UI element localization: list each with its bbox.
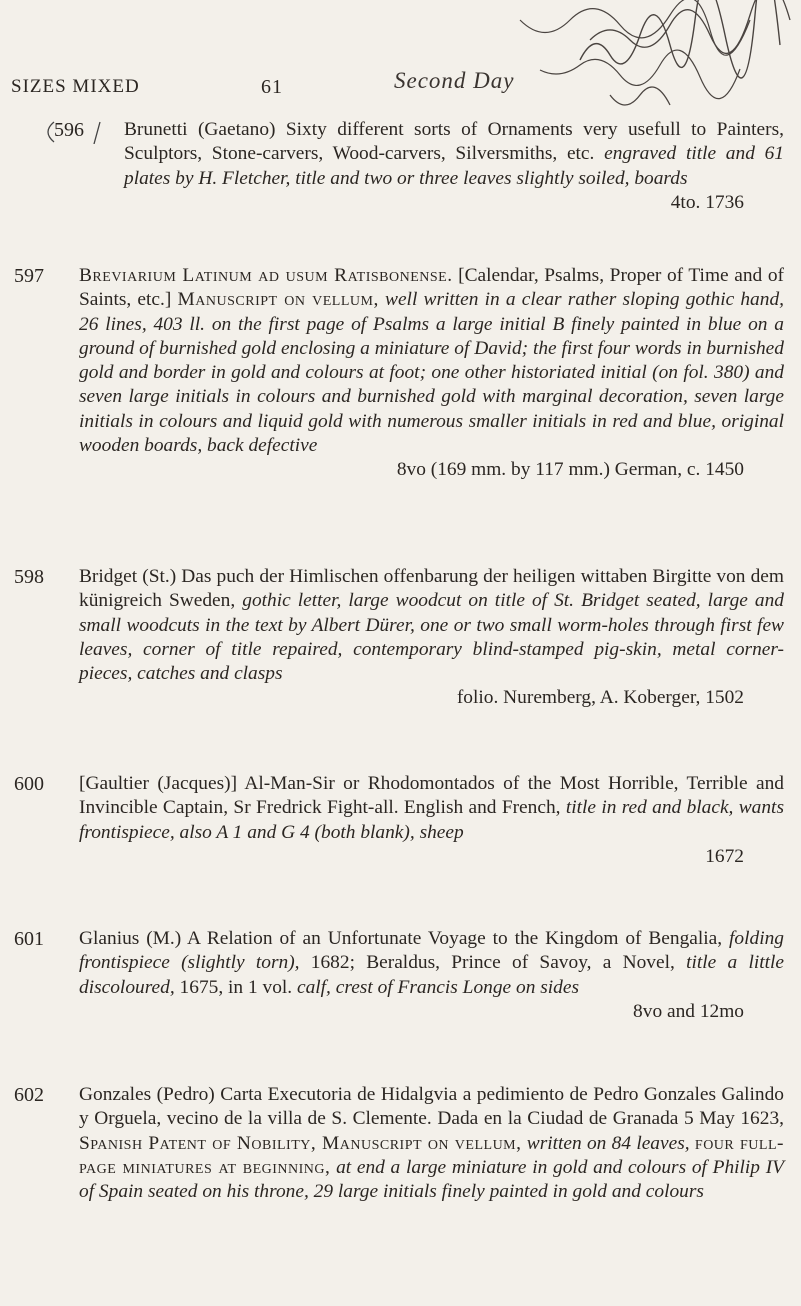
lot-description — [79, 1083, 784, 1204]
lot-material: Spanish Patent of Nobility, Manuscript on vellum, — [79, 1132, 522, 1154]
lot-text: [Calendar, Psalms, Proper of Time and of Saints, etc.] — [79, 265, 784, 311]
lot-text: Das puch der Himlischen offenbarung der heiligen wittaben Birgitte von dem künigreich Sweden, — [79, 566, 784, 612]
lot-text-3: 1675, in 1 vol. — [179, 976, 293, 998]
lot-details: written on 84 leaves, — [526, 1132, 690, 1154]
lot-description — [79, 927, 784, 1024]
lot-text: A Relation of an Unfortunate Voyage to the Kingdom of Bengalia, — [187, 928, 723, 949]
lot-number: 602 — [14, 1084, 44, 1106]
lot-material-2: four full-page miniatures at beginning, — [79, 1132, 784, 1178]
lot-number: 600 — [14, 773, 44, 795]
lot-text-2: 1682; Beraldus, Prince of Savoy, a Novel, — [310, 952, 675, 974]
lot-author: Gonzales (Pedro) — [79, 1084, 215, 1105]
lot-details: engraved title and 61 plates by H. Fletcher, title and two or three leaves slightly soiled, boards — [124, 143, 784, 189]
lot-598 — [14, 565, 784, 711]
lot-size-date: 8vo and 12mo — [633, 1000, 744, 1022]
lot-details: title in red and black, wants frontispiece, also A 1 and G 4 (both blank), sheep — [79, 797, 784, 843]
lot-description — [79, 565, 784, 711]
lot-596 — [14, 118, 784, 215]
lot-description — [124, 118, 784, 215]
lot-author: Bridget (St.) — [79, 566, 177, 587]
running-head: SIZES MIXED — [11, 76, 140, 97]
lot-author: Glanius (M.) — [79, 928, 182, 949]
lot-text: Al-Man-Sir or Rhodomontados of the Most Horrible, Terrible and Invincible Captain, Sr Fredrick Fight-all. English and French, — [79, 773, 784, 819]
lot-author: [Gaultier (Jacques)] — [79, 773, 238, 794]
lot-details-2: title a little discoloured, — [79, 952, 785, 998]
lot-size-date: 4to. 1736 — [670, 191, 744, 213]
lot-details: well written in a clear rather sloping gothic hand, 26 lines, 403 ll. on the first page of Psalms a large initial B finely painted in blue on a ground of burnished gold enclosing a miniature of David; the first four words in burnished gold and border in gold and colours at foot; one other historiated initial (on fol. 380) and seven large initials in colours and burnished gold with marginal decoration, seven large initials in colours and liquid gold with numerous smaller initials in red and blue, original wooden boards, back defective — [79, 289, 784, 457]
lot-description — [79, 772, 784, 869]
lot-size-date: 8vo (169 mm. by 117 mm.) German, c. 1450 — [396, 459, 744, 481]
lot-size-date: folio. Nuremberg, A. Koberger, 1502 — [456, 687, 744, 709]
lot-size-date: 1672 — [705, 845, 744, 867]
handwritten-note: Second Day — [394, 68, 515, 93]
page-number: 61 — [261, 76, 283, 98]
lot-text: Carta Executoria de Hidalgvia a pedimiento de Pedro Gonzales Galindo y Orguela, vecino de la villa de S. Clemente. Dada en la Ciudad de Granada 5 May 1623, — [79, 1084, 784, 1130]
lot-600 — [14, 772, 784, 869]
lot-author: Brunetti (Gaetano) — [124, 119, 276, 140]
lot-material: Manuscript on vellum, — [177, 289, 379, 311]
lot-597 — [14, 264, 784, 483]
lot-number: 596 — [54, 119, 84, 141]
lot-601 — [14, 927, 784, 1024]
lot-text: Sixty different sorts of Ornaments very usefull to Painters, Sculptors, Stone-carvers, Wood-carvers, Silversmiths, etc. — [124, 119, 784, 165]
lot-details-2: at end a large miniature in gold and colours of Philip IV of Spain seated on his throne, 29 large initials finely painted in gold and colours — [79, 1156, 784, 1203]
lot-description — [79, 264, 784, 483]
lot-details: folding frontispiece (slightly torn), — [79, 928, 784, 974]
lot-number: 601 — [14, 928, 44, 950]
lot-details: gothic letter, large woodcut on title of St. Bridget seated, large and small woodcuts in the text by Albert Dürer, one or two small worm-holes through first few leaves, corner of title repaired, contemporary blind-stamped pig-skin, metal corner-pieces, catches and clasps — [79, 590, 785, 685]
handwritten-scribble — [480, 0, 801, 135]
lot-details-3: calf, crest of Francis Longe on sides — [296, 976, 580, 998]
lot-author: Breviarium Latinum ad usum Ratisbonense. — [79, 265, 453, 286]
lot-number: 597 — [14, 265, 44, 287]
lot-number: 598 — [14, 566, 44, 588]
lot-602 — [14, 1083, 784, 1204]
